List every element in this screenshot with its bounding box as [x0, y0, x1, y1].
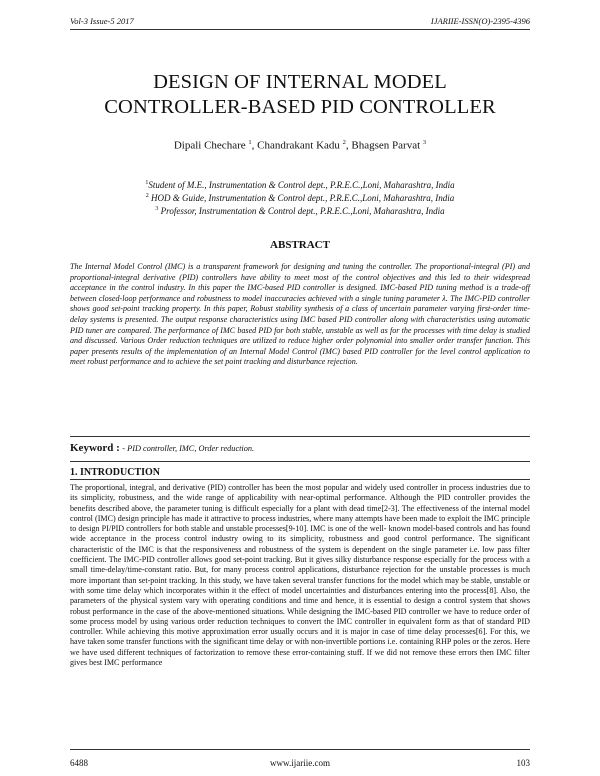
affiliation-sup: 1 [145, 180, 149, 186]
abstract-text: The Internal Model Control (IMC) is a transparent framework for designing and tuning the controller. The proportional-integral (PI) and proportional-integral derivative (PID) controllers have ability to meet most of the control objectives and this led to their widespread acceptance in the control industry. In this paper the IMC-based PID controller is designed. IMC-based PID tuning method is a trade-off between closed-loop performance and robustness to model inaccuracies achieved with a single tuning parameter λ. The IMC-PID controller shows good set-point tracking property. In this paper, Robust stability synthesis of a class of uncertain parameter varying first-order time-delay systems is presented. The output response characteristics using IMC based PID controller along with characteristics using automatic PID tuner are compared. The performance of IMC based PID for both stable, unstable as well as for the processes with time delay is studied and discussed. Various Order reduction techniques are utilized to reduce higher order polynomial into smaller order transfer function. This paper presents results of the implementation of an Internal Model Control (IMC) based PID controller for the level control application to meet robust performance and to achieve the set point tracking and disturbance rejection. [70, 262, 530, 367]
author-name: Dipali Chechare [173, 139, 246, 152]
footer-paper-id: 6488 [70, 758, 88, 768]
header-volume: Vol-3 Issue-5 2017 [70, 16, 134, 26]
author-sup: 3 [422, 139, 427, 146]
keyword-text: - PID controller, IMC, Order reduction. [122, 444, 255, 453]
affiliation-sup: 2 [145, 193, 149, 199]
author-list: Dipali Chechare $^1$, Chandrakant Kadu $^2$, Bhagsen Parvat $^3$ [173, 139, 427, 152]
keyword-bottom-rule [70, 461, 530, 462]
affiliation-line [40, 191, 560, 204]
title-line-2: CONTROLLER-BASED PID CONTROLLER [104, 96, 496, 118]
footer-website: www.ijariie.com [270, 758, 330, 768]
section-body-text: The proportional, integral, and derivative (PID) controller has been the most popular and widely used controller in process industries due to its simplicity, robustness, and the wide range of applicability with near-optimal performance. Although the PID controller provides the benefits described above, the parameter tuning is difficult especially for a plant with dead time[2-3]. The effectiveness of the internal model control (IMC) design principle has made it attractive to process industries, where many attempts have been made to exploit the IMC principle to design PI/PID controllers for both stable and unstable processes[9-10]. IMC is one of the well- known model-based controls and has found wide acceptance in the process control industry owing to its simplicity, robustness and good control performance. The significant characteristic of the IMC is that the responsiveness and robustness of the system is dependent on the single parameter i.e. low pass filter coefficient. The IMC-PID controller allows good set-point tracking. But it gives silky disturbance response especially for the process with a small time-delay/time-constant ratio. But, for many process control applications, disturbance rejection for the unstable processes is much more important than set-point tracking. In this study, we have taken several transfer functions for the model which may be stable, unstable or with some time delay which incorporates within it the effect of model uncertainties and disturbances entering into the process[8]. Also, the parameters of the physical system vary with operating conditions and time and hence, it is essential to design a control system that shows robust performance in the case of the above-mentioned situations. While designing the IMC-based PID controller we have to reduce order of some process model by using various order reduction techniques to convert the IMC controller in equivalent form as that of standard PID controller. While achieving this motive approximation error usually occurs and it is major in case of time delay processes[6]. For this, we have taken some transfer functions with the significant time delay or with non-invertible portions i.e. containing RHP poles or the zeros. Here we have used different techniques of factorization to remove these error-containing stuff. If we did not remove these errors then IMC filter gives best IMC performance [70, 483, 530, 668]
author-name: Chandrakant Kadu [257, 139, 340, 152]
affiliation-sup: 3 [155, 206, 159, 212]
abstract-heading: ABSTRACT [270, 239, 330, 251]
affiliation-line [40, 178, 560, 191]
affiliation-text: Professor, Instrumentation & Control dept., P.R.E.C.,Loni, Maharashtra, India [160, 206, 445, 216]
header-issn: IJARIIE-ISSN(O)-2395-4396 [430, 16, 530, 26]
paper-title [40, 70, 560, 120]
header-rule [70, 29, 530, 30]
affiliation-text: Student of M.E., Instrumentation & Control dept., P.R.E.C.,Loni, Maharashtra, India [148, 180, 455, 190]
keyword-top-rule [70, 436, 530, 437]
keyword-line [70, 442, 530, 454]
title-line-1: DESIGN OF INTERNAL MODEL [153, 71, 447, 93]
author-sup: 2 [342, 139, 346, 146]
affiliation-text: HOD & Guide, Instrumentation & Control dept., P.R.E.C.,Loni, Maharashtra, India [150, 193, 455, 203]
author-sup: 1 [248, 139, 252, 146]
section-rule [70, 479, 530, 480]
footer-page-number: 103 [516, 758, 530, 768]
affiliation-list [40, 178, 560, 217]
affiliation-line [40, 204, 560, 217]
author-name: Bhagsen Parvat [351, 139, 421, 152]
footer-rule [70, 749, 530, 750]
keyword-label: Keyword : [70, 442, 120, 454]
section-title: 1. INTRODUCTION [70, 467, 161, 478]
